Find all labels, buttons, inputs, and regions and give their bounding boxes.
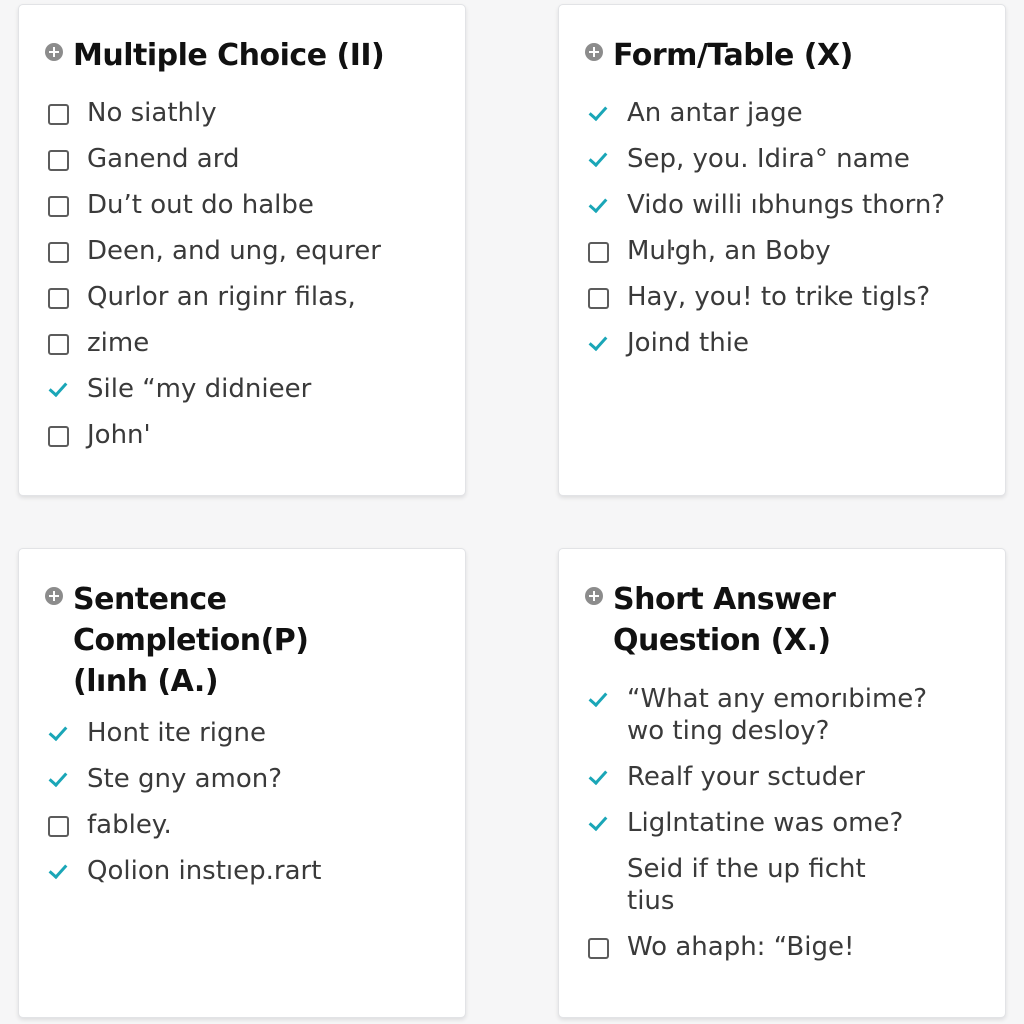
checkmark-icon[interactable] <box>45 859 69 883</box>
item-label: “What any emorıbime? wo ting desloy? <box>627 684 928 746</box>
list-item[interactable] <box>585 683 927 747</box>
checkmark-icon[interactable] <box>45 767 69 791</box>
item-label: zime <box>87 328 150 358</box>
item-label: John' <box>87 420 151 450</box>
checkbox-icon[interactable] <box>585 935 609 959</box>
short-answer-card <box>558 548 1006 1018</box>
list-item[interactable] <box>45 855 321 887</box>
list-item[interactable] <box>585 807 927 839</box>
checkmark-icon[interactable] <box>45 721 69 745</box>
item-label: Liglntatine was ome? <box>627 808 904 838</box>
option-list <box>45 717 321 901</box>
list-item[interactable] <box>585 931 927 963</box>
checkbox-icon[interactable] <box>45 193 69 217</box>
item-label: No siathly <box>87 98 217 128</box>
sentence-completion-card <box>18 548 466 1018</box>
list-item[interactable] <box>45 809 321 841</box>
item-label: Ganend ard <box>87 144 240 174</box>
list-item[interactable] <box>585 761 927 793</box>
checkmark-icon[interactable] <box>585 147 609 171</box>
checkmark-icon[interactable] <box>585 811 609 835</box>
item-label: Ste gny amon? <box>87 764 283 794</box>
checkmark-icon[interactable] <box>585 193 609 217</box>
checkbox-icon[interactable] <box>45 285 69 309</box>
plus-circle-icon[interactable] <box>585 587 603 605</box>
list-item[interactable] <box>45 143 381 175</box>
list-item[interactable] <box>45 373 381 405</box>
item-label: Seid if the up ficht tius <box>627 854 866 916</box>
item-label: Realf your sctuder <box>627 762 865 792</box>
list-item[interactable] <box>45 189 381 221</box>
item-label: Hont ite rigne <box>87 718 266 748</box>
card-header <box>585 35 853 76</box>
list-item[interactable] <box>585 143 945 175</box>
list-item[interactable] <box>45 419 381 451</box>
checkmark-icon[interactable] <box>585 687 609 711</box>
checkbox-icon[interactable] <box>585 285 609 309</box>
checkmark-icon[interactable] <box>45 377 69 401</box>
checkbox-icon[interactable] <box>45 147 69 171</box>
checkmark-icon[interactable] <box>585 101 609 125</box>
item-label: An antar jage <box>627 98 803 128</box>
item-label: Sile “my didnieer <box>87 374 312 404</box>
list-item[interactable] <box>45 327 381 359</box>
card-header <box>585 579 835 661</box>
item-label: Qolion instıep.rart <box>87 856 322 886</box>
checkmark-icon[interactable] <box>585 765 609 789</box>
list-item[interactable] <box>45 97 381 129</box>
list-item[interactable] <box>585 281 945 313</box>
plus-circle-icon[interactable] <box>45 587 63 605</box>
item-label: Vido willi ıbhungs thorn? <box>627 190 946 220</box>
item-label: Muŀgh, an Boby <box>627 236 831 266</box>
list-item[interactable] <box>45 763 321 795</box>
card-header <box>45 579 309 702</box>
list-item[interactable] <box>45 281 381 313</box>
item-label: Hay, you! to trike tigls? <box>627 282 931 312</box>
card-title: Multiple Choice (II) <box>73 38 385 73</box>
item-label: Deen, and ung, equrer <box>87 236 381 266</box>
item-label: Sep, you. Idira° name <box>627 144 910 174</box>
card-header <box>45 35 384 76</box>
card-title: Sentence Completion(P) (lınh (A.) <box>73 582 309 699</box>
item-label: Du’t out do halbe <box>87 190 314 220</box>
list-item[interactable] <box>585 327 945 359</box>
checkbox-icon[interactable] <box>45 101 69 125</box>
plus-circle-icon[interactable] <box>585 43 603 61</box>
item-label: Wo ahaрh: “Bige! <box>627 932 855 962</box>
list-item[interactable] <box>585 97 945 129</box>
checkbox-icon[interactable] <box>45 813 69 837</box>
option-list <box>45 97 381 465</box>
checkbox-icon[interactable] <box>45 423 69 447</box>
list-item[interactable] <box>585 189 945 221</box>
item-label: fabley. <box>87 810 172 840</box>
item-label: Joind thie <box>627 328 749 358</box>
multiple-choice-card <box>18 4 466 496</box>
checkbox-icon[interactable] <box>585 239 609 263</box>
card-title: Form/Table (X) <box>613 38 853 73</box>
checkmark-icon[interactable] <box>585 331 609 355</box>
plus-circle-icon[interactable] <box>45 43 63 61</box>
list-item[interactable] <box>585 235 945 267</box>
checkbox-icon[interactable] <box>45 239 69 263</box>
checkbox-icon[interactable] <box>45 331 69 355</box>
option-list <box>585 683 927 977</box>
item-label: Qurlor an riginr filas, <box>87 282 356 312</box>
option-list <box>585 97 945 373</box>
form-table-card <box>558 4 1006 496</box>
card-title: Short Answer Question (X.) <box>613 582 836 658</box>
list-item[interactable] <box>45 717 321 749</box>
list-item[interactable] <box>45 235 381 267</box>
list-item <box>585 853 927 917</box>
